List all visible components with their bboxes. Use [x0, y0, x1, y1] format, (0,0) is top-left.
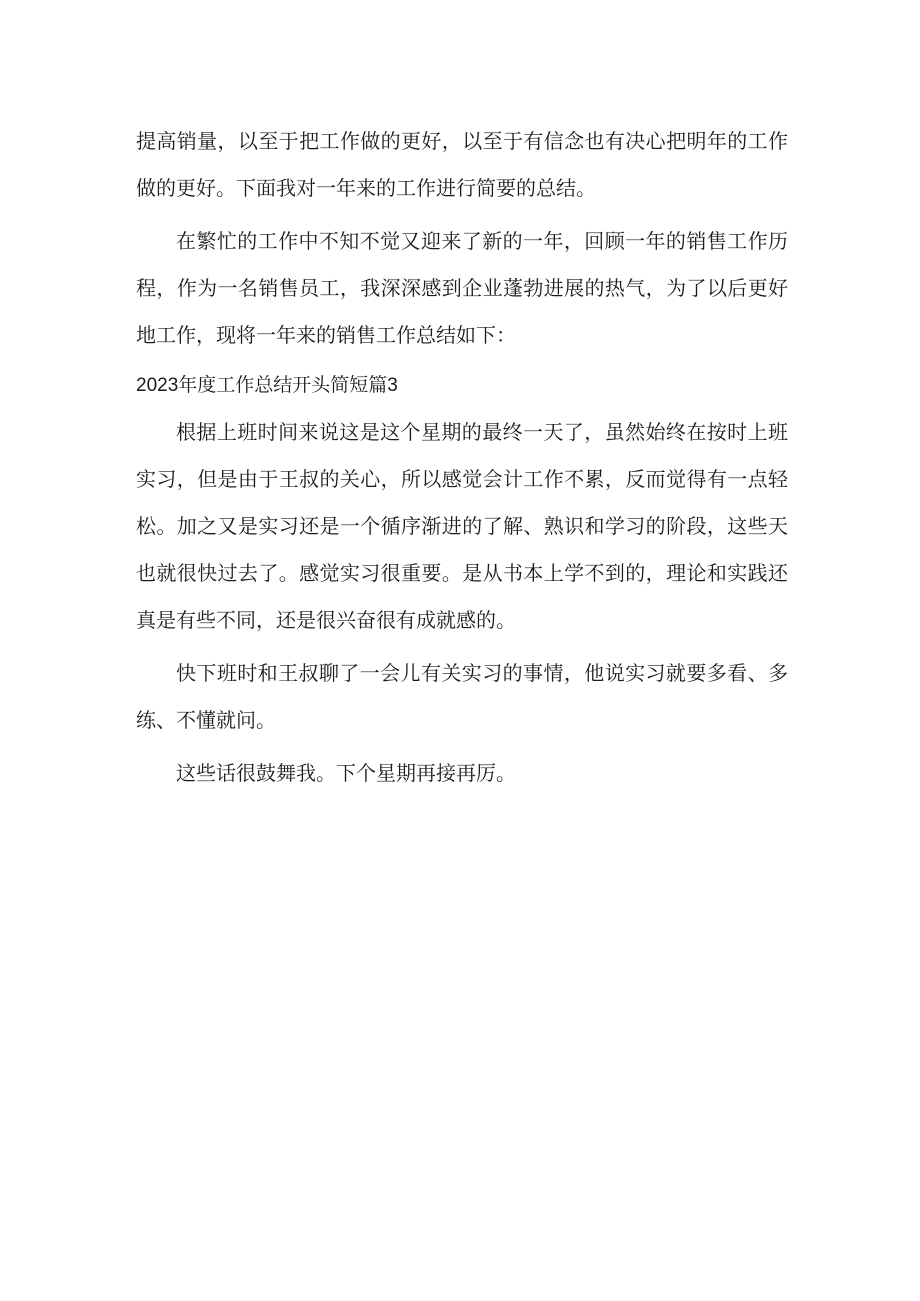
paragraph-intro: 在繁忙的工作中不知不觉又迎来了新的一年，回顾一年的销售工作历程，作为一名销售员工，我深深感到企业蓬勃进展的热气，为了以后更好地工作，现将一年来的销售工作总结如下： — [136, 229, 788, 347]
document-page — [136, 118, 788, 797]
paragraph-body: 快下班时和王叔聊了一会儿有关实习的事情，他说实习就要多看、多练、不懂就问。 — [136, 661, 788, 732]
paragraph-continuation: 提高销量，以至于把工作做的更好，以至于有信念也有决心把明年的工作做的更好。下面我对一年来的工作进行简要的总结。 — [136, 129, 788, 200]
paragraph-body: 这些话很鼓舞我。下个星期再接再厉。 — [176, 761, 516, 785]
paragraph-body: 根据上班时间来说这是这个星期的最终一天了，虽然始终在按时上班实习，但是由于王叔的关心，所以感觉会计工作不累，反而觉得有一点轻松。加之又是实习还是一个循序渐进的了解、熟识和学习的阶段，这些天也就很快过去了。感觉实习很重要。是从书本上学不到的，理论和实践还真是有些不同，还是很兴奋很有成就感的。 — [136, 420, 788, 632]
section-heading: 2023年度工作总结开头简短篇3 — [136, 375, 398, 396]
